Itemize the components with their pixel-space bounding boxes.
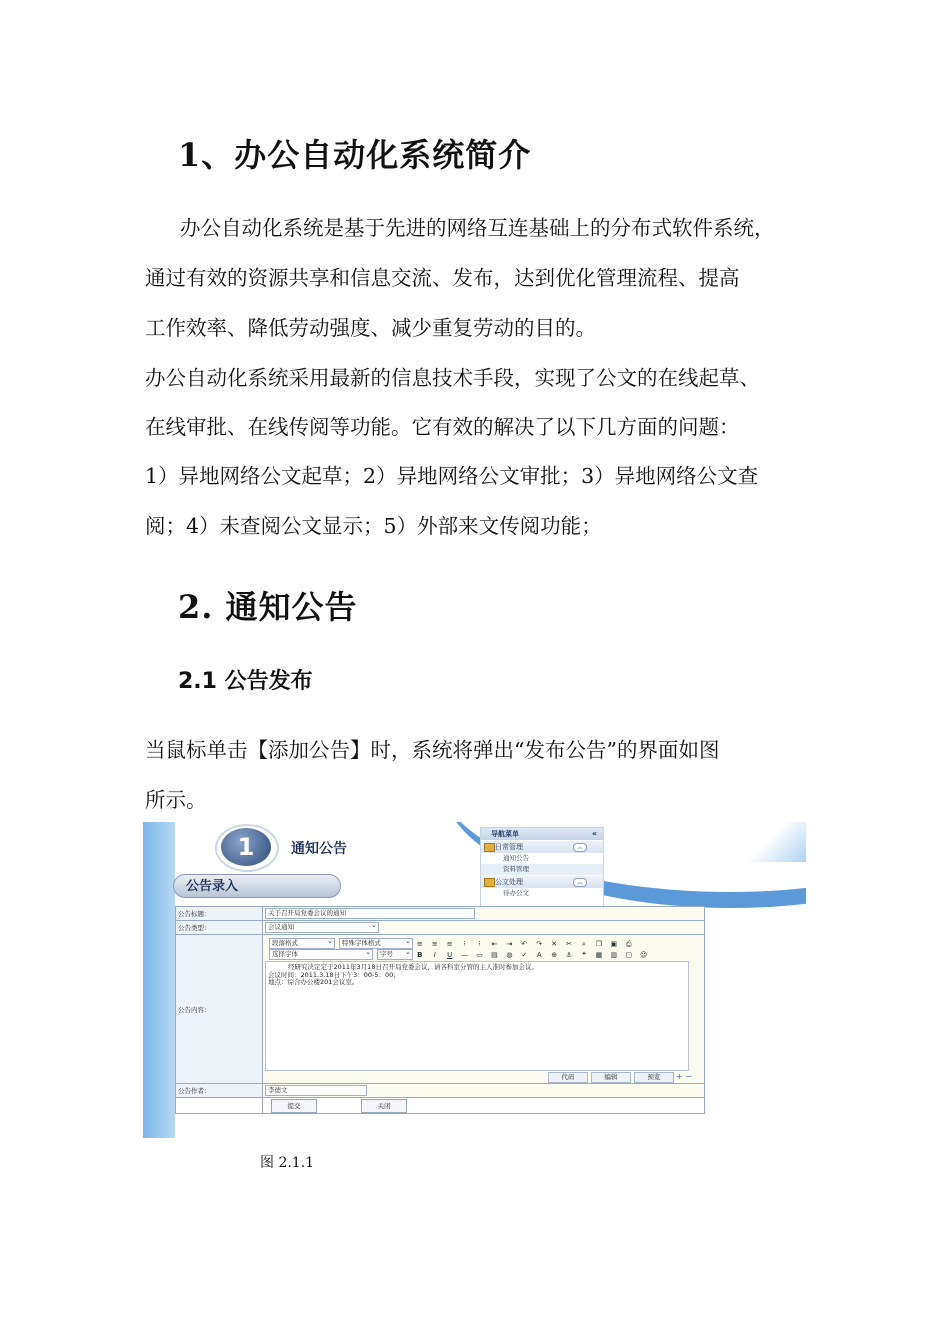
- close-button[interactable]: 关闭: [361, 1099, 407, 1113]
- align-left-icon[interactable]: ≡: [416, 939, 423, 948]
- folder-icon: [484, 878, 495, 887]
- paragraph-line: 工作效率、降低劳动强度、减少重复劳动的目的。: [145, 316, 596, 340]
- ordered-list-icon[interactable]: ⁝: [463, 939, 466, 948]
- tab-preview[interactable]: 预览: [634, 1072, 674, 1083]
- resize-editor-icon[interactable]: + −: [676, 1072, 692, 1081]
- indent-icon[interactable]: ⇥: [506, 939, 513, 948]
- editor-content-area[interactable]: [265, 961, 689, 1071]
- chevron-up-icon[interactable]: ︽: [573, 843, 587, 852]
- editor-mode-tabs: [547, 1072, 674, 1081]
- paragraph-line: 阅；4）未查阅公文显示；5）外部来文传阅功能；: [145, 514, 602, 538]
- announcement-entry-tab[interactable]: 公告录入: [173, 874, 341, 898]
- emoticon-icon[interactable]: ☺: [640, 950, 648, 959]
- bold-icon[interactable]: B: [417, 950, 423, 959]
- type-label: 公告类型：: [176, 921, 263, 935]
- content-line: 会议时间：2011.3.18日下午3：00-5：00；: [268, 970, 400, 979]
- nav-item-documents[interactable]: 资料管理: [481, 864, 603, 875]
- paragraph-line: 办公自动化系统是基于先进的网络互连基础上的分布式软件系统，: [180, 216, 775, 240]
- tab-edit[interactable]: 编辑: [591, 1072, 631, 1083]
- unordered-list-icon[interactable]: ⁝: [478, 939, 481, 948]
- insert-table-icon[interactable]: ▥: [610, 950, 618, 959]
- collapse-icon[interactable]: «: [591, 829, 597, 838]
- figure-caption: 图 2.1.1: [260, 1155, 315, 1171]
- cut-icon[interactable]: ✂: [566, 939, 572, 948]
- font-select[interactable]: 选择字体 ⌄: [269, 949, 373, 960]
- anchor-icon[interactable]: ⚓: [565, 950, 573, 959]
- paste-icon[interactable]: ▣: [610, 939, 618, 948]
- editor-toolbar-row-1: [267, 937, 637, 947]
- announcement-form: [175, 906, 705, 1114]
- decor-corner: [733, 822, 806, 862]
- screenshot-figure: [143, 822, 806, 1138]
- font-size-select[interactable]: 字号 ⌄: [377, 949, 413, 960]
- content-line: 经研究决定定于2011年3月18日召开局党委会议，请各科室分管的主人准时参加会议。: [288, 963, 538, 971]
- table-icon[interactable]: ▦: [595, 950, 603, 959]
- italic-icon[interactable]: I: [433, 950, 436, 959]
- content-line: 地点：综合办公楼201会议室。: [268, 978, 359, 986]
- nav-item-pending-docs[interactable]: 待办公文: [503, 889, 529, 897]
- quote-icon[interactable]: ❝: [582, 950, 586, 959]
- delete-icon[interactable]: ✕: [551, 939, 558, 948]
- submit-button[interactable]: 提交: [271, 1099, 317, 1113]
- nav-menu: [480, 827, 604, 907]
- paragraph-format-select[interactable]: 段落格式 ⌄: [269, 938, 335, 949]
- link-icon[interactable]: ⊕: [551, 950, 558, 959]
- text-color-icon[interactable]: A: [536, 950, 542, 959]
- step-number-badge: 1: [221, 828, 271, 866]
- underline-icon[interactable]: U: [447, 950, 453, 959]
- section-2-heading: 2. 通知公告: [178, 588, 358, 626]
- nav-group-official-docs[interactable]: 公文处理 ︽: [481, 876, 603, 888]
- author-label: 公告作者：: [176, 1084, 263, 1098]
- spell-check-icon[interactable]: ✓: [521, 950, 528, 959]
- section-1-heading: 1、办公自动化系统简介: [178, 136, 532, 174]
- align-center-icon[interactable]: ≡: [431, 939, 438, 948]
- paragraph-line: 办公自动化系统采用最新的信息技术手段，实现了公文的在线起草、: [145, 366, 760, 390]
- nav-item-notice[interactable]: 通知公告: [503, 854, 529, 862]
- folder-icon: [484, 843, 495, 852]
- chevron-up-icon[interactable]: ︽: [573, 878, 587, 887]
- paragraph-line: 所示。: [145, 788, 207, 812]
- nav-group-daily[interactable]: 日常管理 ︽: [481, 841, 603, 853]
- rich-text-editor: [263, 935, 704, 1083]
- copy-icon[interactable]: ❐: [595, 939, 603, 948]
- special-format-select[interactable]: 特殊字体格式 ⌄: [339, 938, 413, 949]
- undo-icon[interactable]: ↶: [521, 939, 528, 948]
- title-input[interactable]: 关于召开局党委会议的通知: [265, 908, 475, 919]
- paragraph-line: 在线审批、在线传阅等功能。它有效的解决了以下几方面的问题：: [145, 415, 740, 439]
- open-file-icon[interactable]: ▭: [476, 950, 483, 959]
- horizontal-rule-icon[interactable]: —: [461, 950, 469, 959]
- find-icon[interactable]: ⌕: [582, 939, 586, 948]
- figure-page-title: 通知公告: [291, 841, 347, 857]
- paragraph-line: 1）异地网络公文起草；2）异地网络公文审批；3）异地网络公文查: [145, 464, 759, 488]
- nav-menu-header: 导航菜单 «: [481, 828, 603, 840]
- print-icon[interactable]: ⎙: [625, 939, 632, 948]
- image-icon[interactable]: ▤: [491, 950, 498, 959]
- empty-label-cell: [176, 1098, 263, 1114]
- redo-icon[interactable]: ↷: [536, 939, 543, 948]
- paragraph-line: 当鼠标单击【添加公告】时，系统将弹出“发布公告”的界面如图: [145, 738, 720, 762]
- editor-toolbar-row-2: [267, 948, 652, 958]
- section-2-1-heading: 2.1 公告发布: [178, 669, 313, 694]
- media-icon[interactable]: ◍: [506, 950, 513, 959]
- outdent-icon[interactable]: ⇤: [491, 939, 498, 948]
- content-label: 公告内容：: [176, 935, 263, 1084]
- title-label: 公告标题：: [176, 907, 263, 921]
- decor-bar: [143, 822, 175, 1138]
- paragraph-line: 通过有效的资源共享和信息交流、发布，达到优化管理流程、提高: [145, 266, 740, 290]
- tab-code[interactable]: 代码: [548, 1072, 588, 1083]
- author-input[interactable]: 李德文: [265, 1085, 367, 1096]
- align-right-icon[interactable]: ≡: [446, 939, 453, 948]
- type-select[interactable]: 会议通知 ⌄: [265, 922, 379, 933]
- frame-icon[interactable]: ▢: [625, 950, 633, 959]
